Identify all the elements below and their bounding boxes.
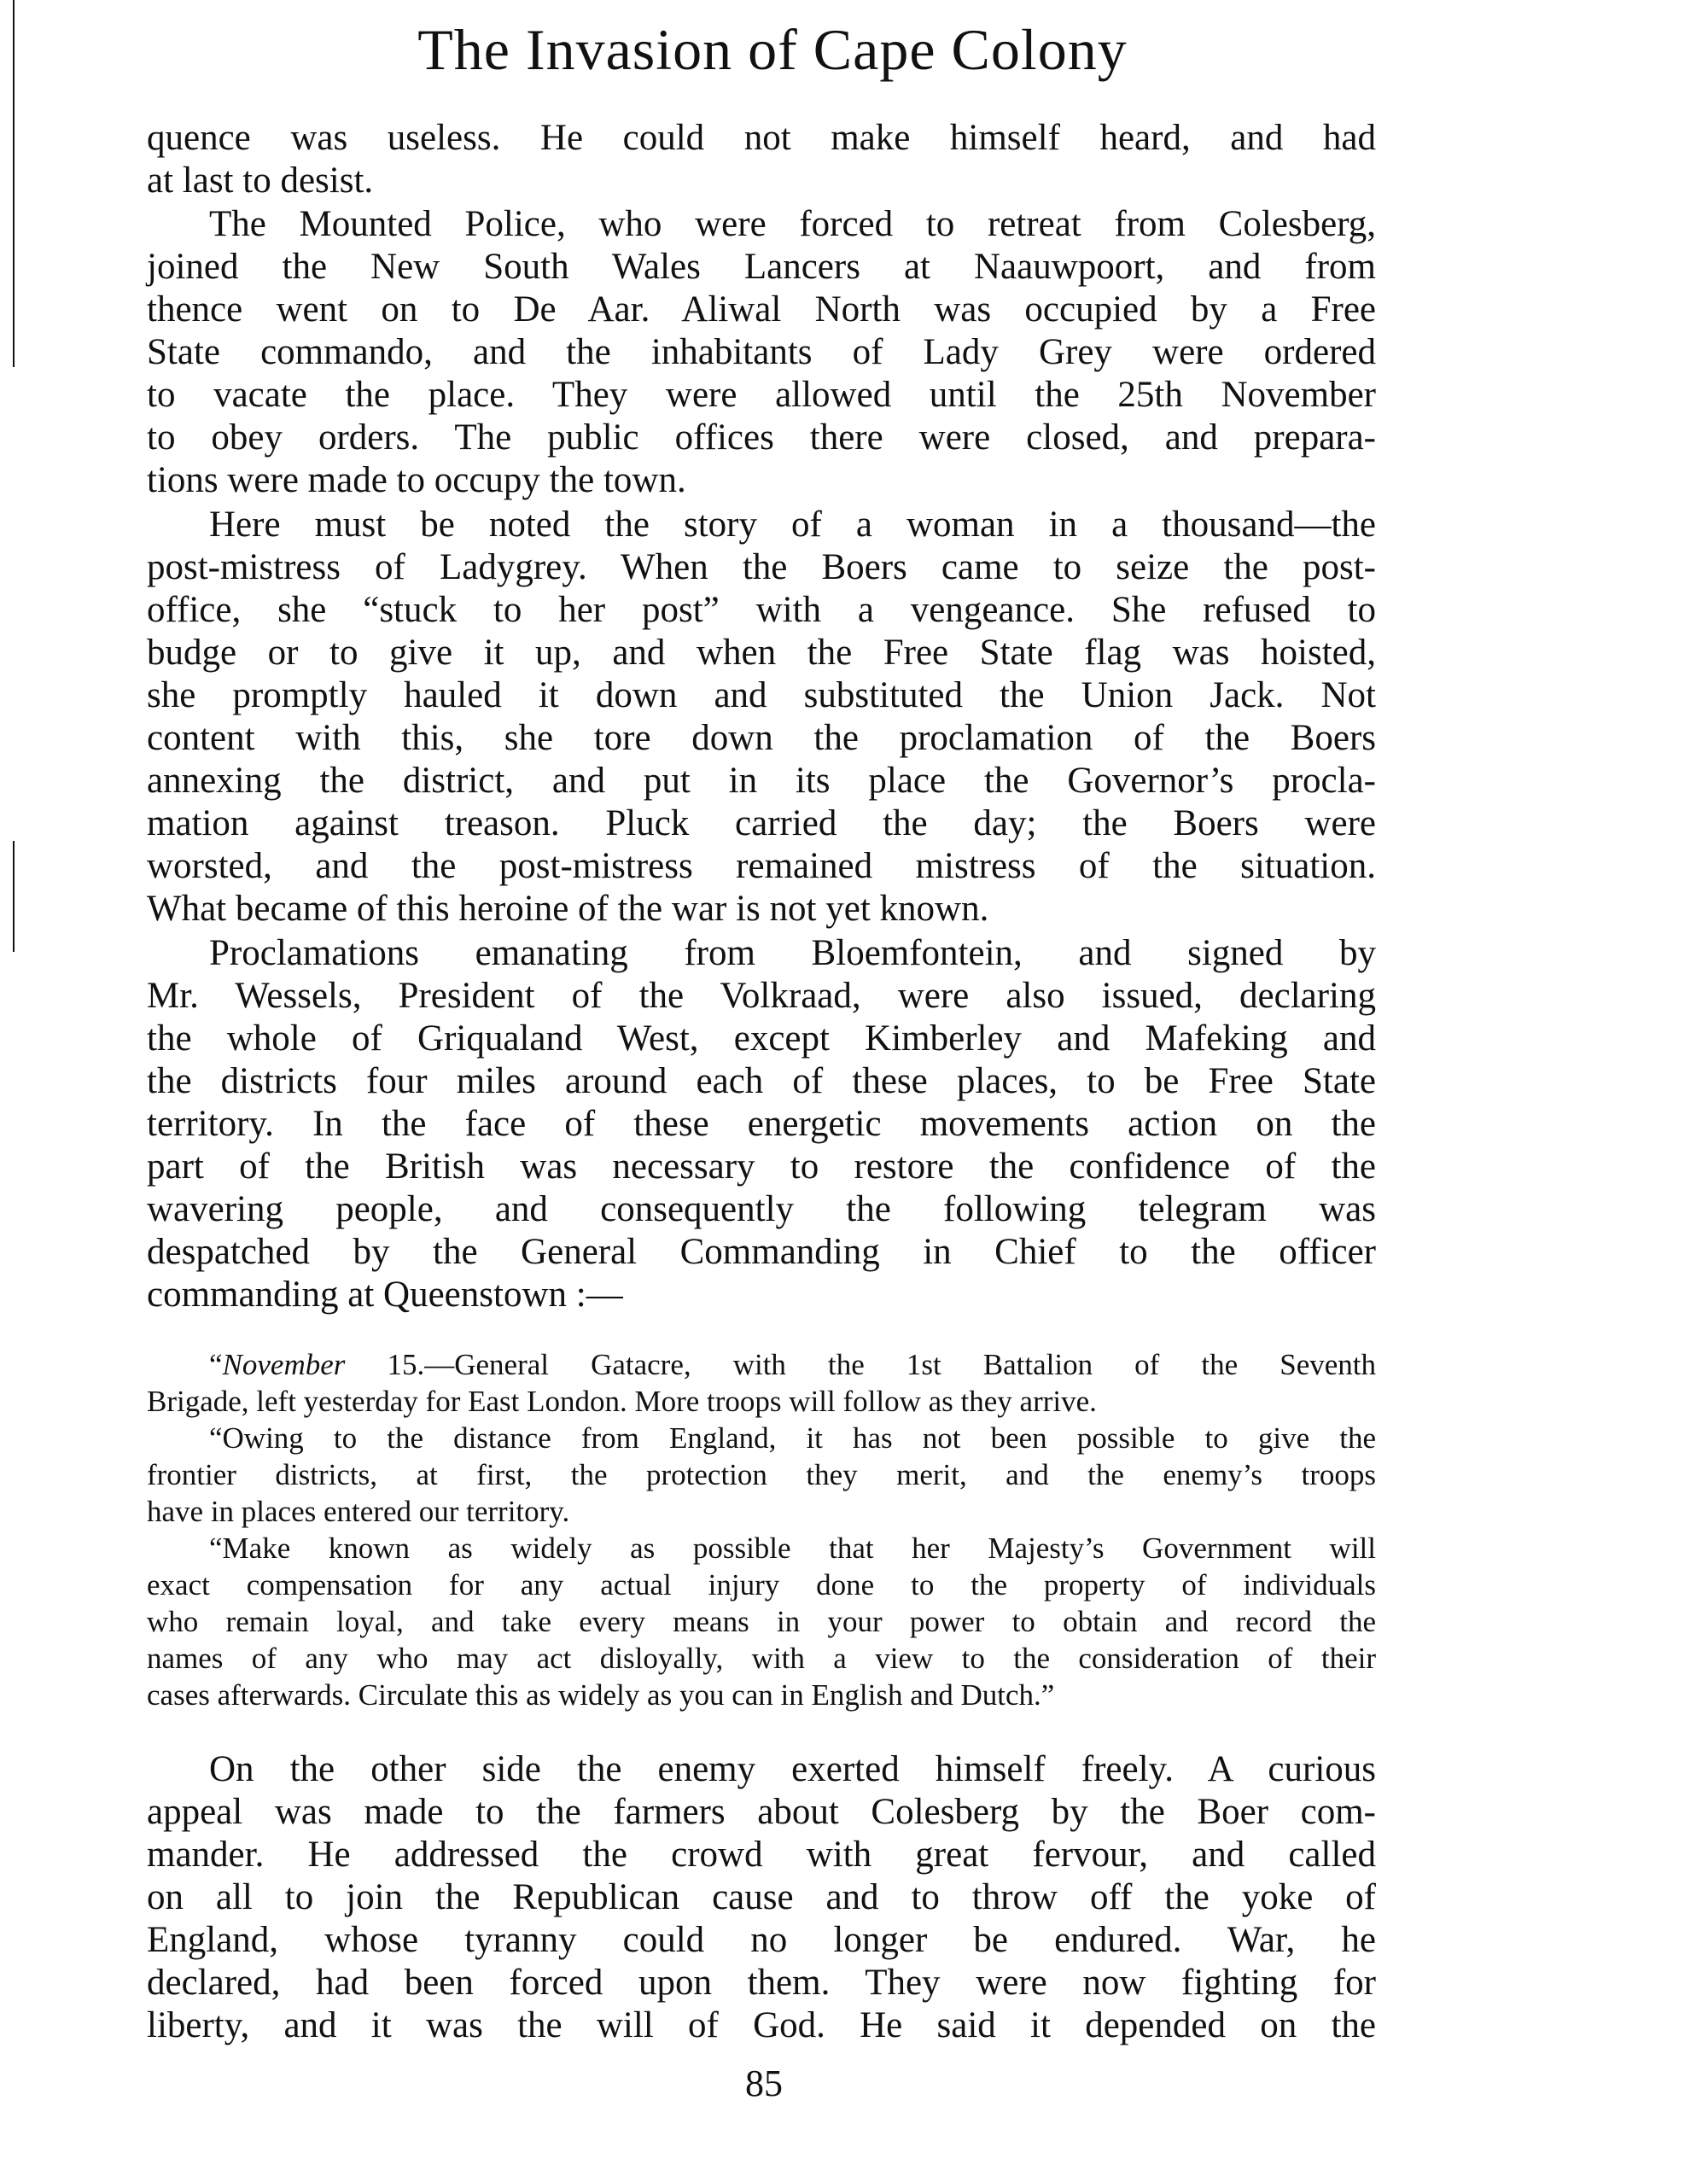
quote-line: “Make known as widely as possible that her Majesty’s Government will xyxy=(209,1531,1376,1565)
text-line: Mr. Wessels, President of the Volkraad, were also issued, declaring xyxy=(147,976,1376,1016)
quote-line: have in places entered our territory. xyxy=(147,1495,570,1528)
page-number: 85 xyxy=(745,2062,783,2104)
text-line: commanding at Queenstown :— xyxy=(147,1275,623,1315)
text-line: On the other side the enemy exerted himself freely. A curious xyxy=(209,1749,1376,1789)
text-line: wavering people, and consequently the following telegram was xyxy=(147,1189,1376,1229)
text-line: to vacate the place. They were allowed until the 25th November xyxy=(147,375,1376,415)
quote-line: frontier districts, at first, the protection they merit, and the enemy’s troops xyxy=(147,1458,1376,1491)
text-line: appeal was made to the farmers about Colesberg by the Boer com- xyxy=(147,1792,1376,1832)
text-line: at last to desist. xyxy=(147,160,374,201)
text-line: liberty, and it was the will of God. He said it depended on the xyxy=(147,2005,1376,2045)
text-line: thence went on to De Aar. Aliwal North was occupied by a Free xyxy=(147,289,1376,330)
text-line: joined the New South Wales Lancers at Naauwpoort, and from xyxy=(147,247,1376,287)
text-line: budge or to give it up, and when the Free State flag was hoisted, xyxy=(147,633,1376,673)
text-line: State commando, and the inhabitants of Lady Grey were ordered xyxy=(147,332,1376,372)
text-line: to obey orders. The public offices there were closed, and prepara- xyxy=(147,417,1376,458)
text-line: content with this, she tore down the proclamation of the Boers xyxy=(147,718,1376,758)
text-line: The Mounted Police, who were forced to retreat from Colesberg, xyxy=(209,204,1376,244)
text-line: quence was useless. He could not make himself heard, and had xyxy=(147,118,1376,158)
text-line: the districts four miles around each of these places, to be Free State xyxy=(147,1061,1376,1101)
text-line: she promptly hauled it down and substituted the Union Jack. Not xyxy=(147,675,1376,715)
text-line: Proclamations emanating from Bloemfontein, and signed by xyxy=(209,933,1376,973)
text-line: territory. In the face of these energetic movements action on the xyxy=(147,1104,1376,1144)
quote-line: exact compensation for any actual injury done to the property of individuals xyxy=(147,1568,1376,1601)
text-line: post-mistress of Ladygrey. When the Boers came to seize the post- xyxy=(147,547,1376,587)
text-line: worsted, and the post-mistress remained mistress of the situation. xyxy=(147,846,1376,886)
text-line: tions were made to occupy the town. xyxy=(147,460,686,500)
text-line: part of the British was necessary to restore the confidence of the xyxy=(147,1146,1376,1187)
text-line: Here must be noted the story of a woman in a thousand—the xyxy=(209,505,1376,545)
text-line: the whole of Griqualand West, except Kimberley and Mafeking and xyxy=(147,1018,1376,1059)
quote-line: “November 15.—General Gatacre, with the 1st Battalion of the Seventh xyxy=(209,1348,1376,1381)
running-head: The Invasion of Cape Colony xyxy=(417,17,1128,82)
text-line: office, she “stuck to her post” with a vengeance. She refused to xyxy=(147,590,1376,630)
text-line: mander. He addressed the crowd with great fervour, and called xyxy=(147,1835,1376,1875)
date-italic: November xyxy=(222,1348,346,1381)
text-line: despatched by the General Commanding in Chief to the officer xyxy=(147,1232,1376,1272)
quote-line: “Owing to the distance from England, it has not been possible to give the xyxy=(209,1421,1376,1455)
text-line: England, whose tyranny could no longer be endured. War, he xyxy=(147,1920,1376,1960)
quote-line: names of any who may act disloyally, with a view to the consideration of their xyxy=(147,1642,1376,1675)
text-line: mation against treason. Pluck carried the day; the Boers were xyxy=(147,803,1376,843)
text-line: on all to join the Republican cause and to throw off the yoke of xyxy=(147,1877,1376,1917)
quote-line: who remain loyal, and take every means in your power to obtain and record the xyxy=(147,1605,1376,1638)
text-line: What became of this heroine of the war is not yet known. xyxy=(147,889,989,929)
quote-line: cases afterwards. Circulate this as widely as you can in English and Dutch.” xyxy=(147,1678,1055,1712)
text-line: declared, had been forced upon them. They were now fighting for xyxy=(147,1963,1376,2003)
quote-line: Brigade, left yesterday for East London. More troops will follow as they arrive. xyxy=(147,1385,1097,1418)
scan-margin-mark-middle xyxy=(13,841,15,952)
text-line: annexing the district, and put in its place the Governor’s procla- xyxy=(147,761,1376,801)
